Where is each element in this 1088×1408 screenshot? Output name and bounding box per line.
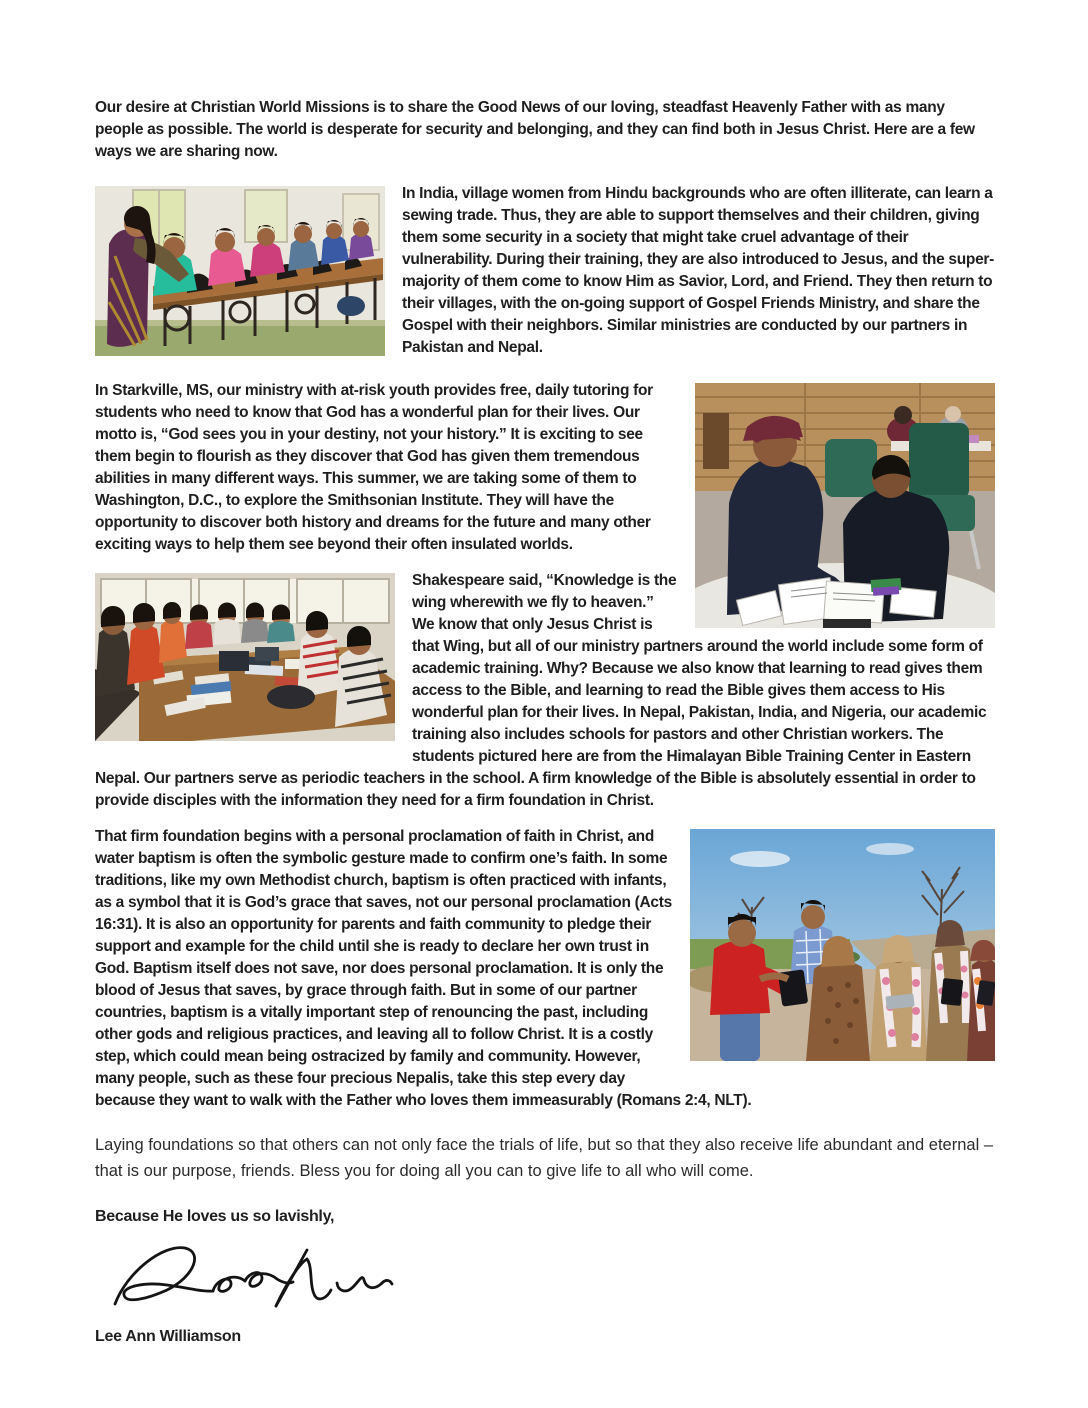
starkville-paragraph: In Starkville, MS, our ministry with at-risk youth provides free, daily tutoring for students who need to know that God has a wonderful plan for their lives. Our motto is, “God sees you in your destiny, not your history.” It is exciting to see them begin to flourish as they discover that God has given them tremendous abilities in many different ways. This summer, we are taking some of them to Washington, D.C., to explore the Smithsonian Institute. They will have the opportunity to discover both history and dreams for the future and many other exciting ways to help them see beyond their often insulated worlds. xyxy=(95,380,995,556)
india-section xyxy=(95,183,995,364)
starkville-tutoring-photo xyxy=(695,383,995,628)
closing-paragraph: Laying foundations so that others can not only face the trials of life, but so that they also receive life abundant and eternal – that is our purpose, friends. Bless you for doing all you can to give life to all who will come. xyxy=(95,1136,993,1180)
valediction-line: Because He loves us so lavishly, xyxy=(95,1208,335,1225)
nepali-bible-presentation-photo xyxy=(690,829,995,1061)
intro-paragraph: Our desire at Christian World Missions is to share the Good News of our loving, steadfast Heavenly Father with as many people as possible. The world is desperate for security and belonging, and they can find both in Jesus Christ. Here are a few ways we are sharing now. xyxy=(95,99,975,160)
education-paragraph: Shakespeare said, “Knowledge is the wing wherewith we fly to heaven.” We know that only Jesus Christ is that Wing, but all of our ministry partners around the world include some form of academic training. Why? Because we also know that learning to read gives them access to the Bible, and learning to read the Bible gives them access to His wonderful plan for their lives. In Nepal, Pakistan, India, and Nigeria, our academic training also includes schools for pastors and other Christian workers. The students pictured here are from the Himalayan Bible Training Center in Eastern Nepal. Our partners serve as periodic teachers in the school. A firm knowledge of the Bible is absolutely essential in order to provide disciples with the information they need for a firm foundation in Christ. xyxy=(95,572,987,809)
nepal-classroom-photo xyxy=(95,573,395,741)
signature-name: Lee Ann Williamson xyxy=(95,1328,241,1345)
handwritten-signature xyxy=(99,1236,399,1321)
india-sewing-photo xyxy=(95,186,385,356)
baptism-paragraph: That firm foundation begins with a personal proclamation of faith in Christ, and water baptism is often the symbolic gesture made to confirm one’s faith. In some traditions, like my own Methodist church, baptism is often practiced with infants, as a symbol that it is God’s grace that saves, not our personal proclamation (Acts 16:31). It is also an opportunity for parents and faith community to pledge their support and example for the child until she is ready to declare her own trust in God. Baptism itself does not save, nor does personal proclamation. It is only the blood of Jesus that saves, by grace through faith. But in some of our partner countries, baptism is a vitally important step of renouncing the past, including other gods and religious practices, and leaving all to follow Christ. It is a costly step, which could mean being ostracized by family and community. However, many people, such as these four precious Nepalis, take this step every day because they want to walk with the Father who loves them immeasurably (Romans 2:4, NLT). xyxy=(95,826,995,1112)
lower-sections xyxy=(95,380,995,1112)
india-paragraph: In India, village women from Hindu backgrounds who are often illiterate, can learn a sewing trade. Thus, they are able to support themselves and their children, giving them some security in a society that might take cruel advantage of their vulnerability. During their training, they are also introduced to Jesus, and the super-majority of them come to know Him as Savior, Lord, and Friend. They then return to their villages, with the on-going support of Gospel Friends Ministry, and share the Gospel with their neighbors. Similar ministries are conducted by our partners in Pakistan and Nepal. xyxy=(402,185,995,356)
woman-far-right xyxy=(967,940,995,1061)
